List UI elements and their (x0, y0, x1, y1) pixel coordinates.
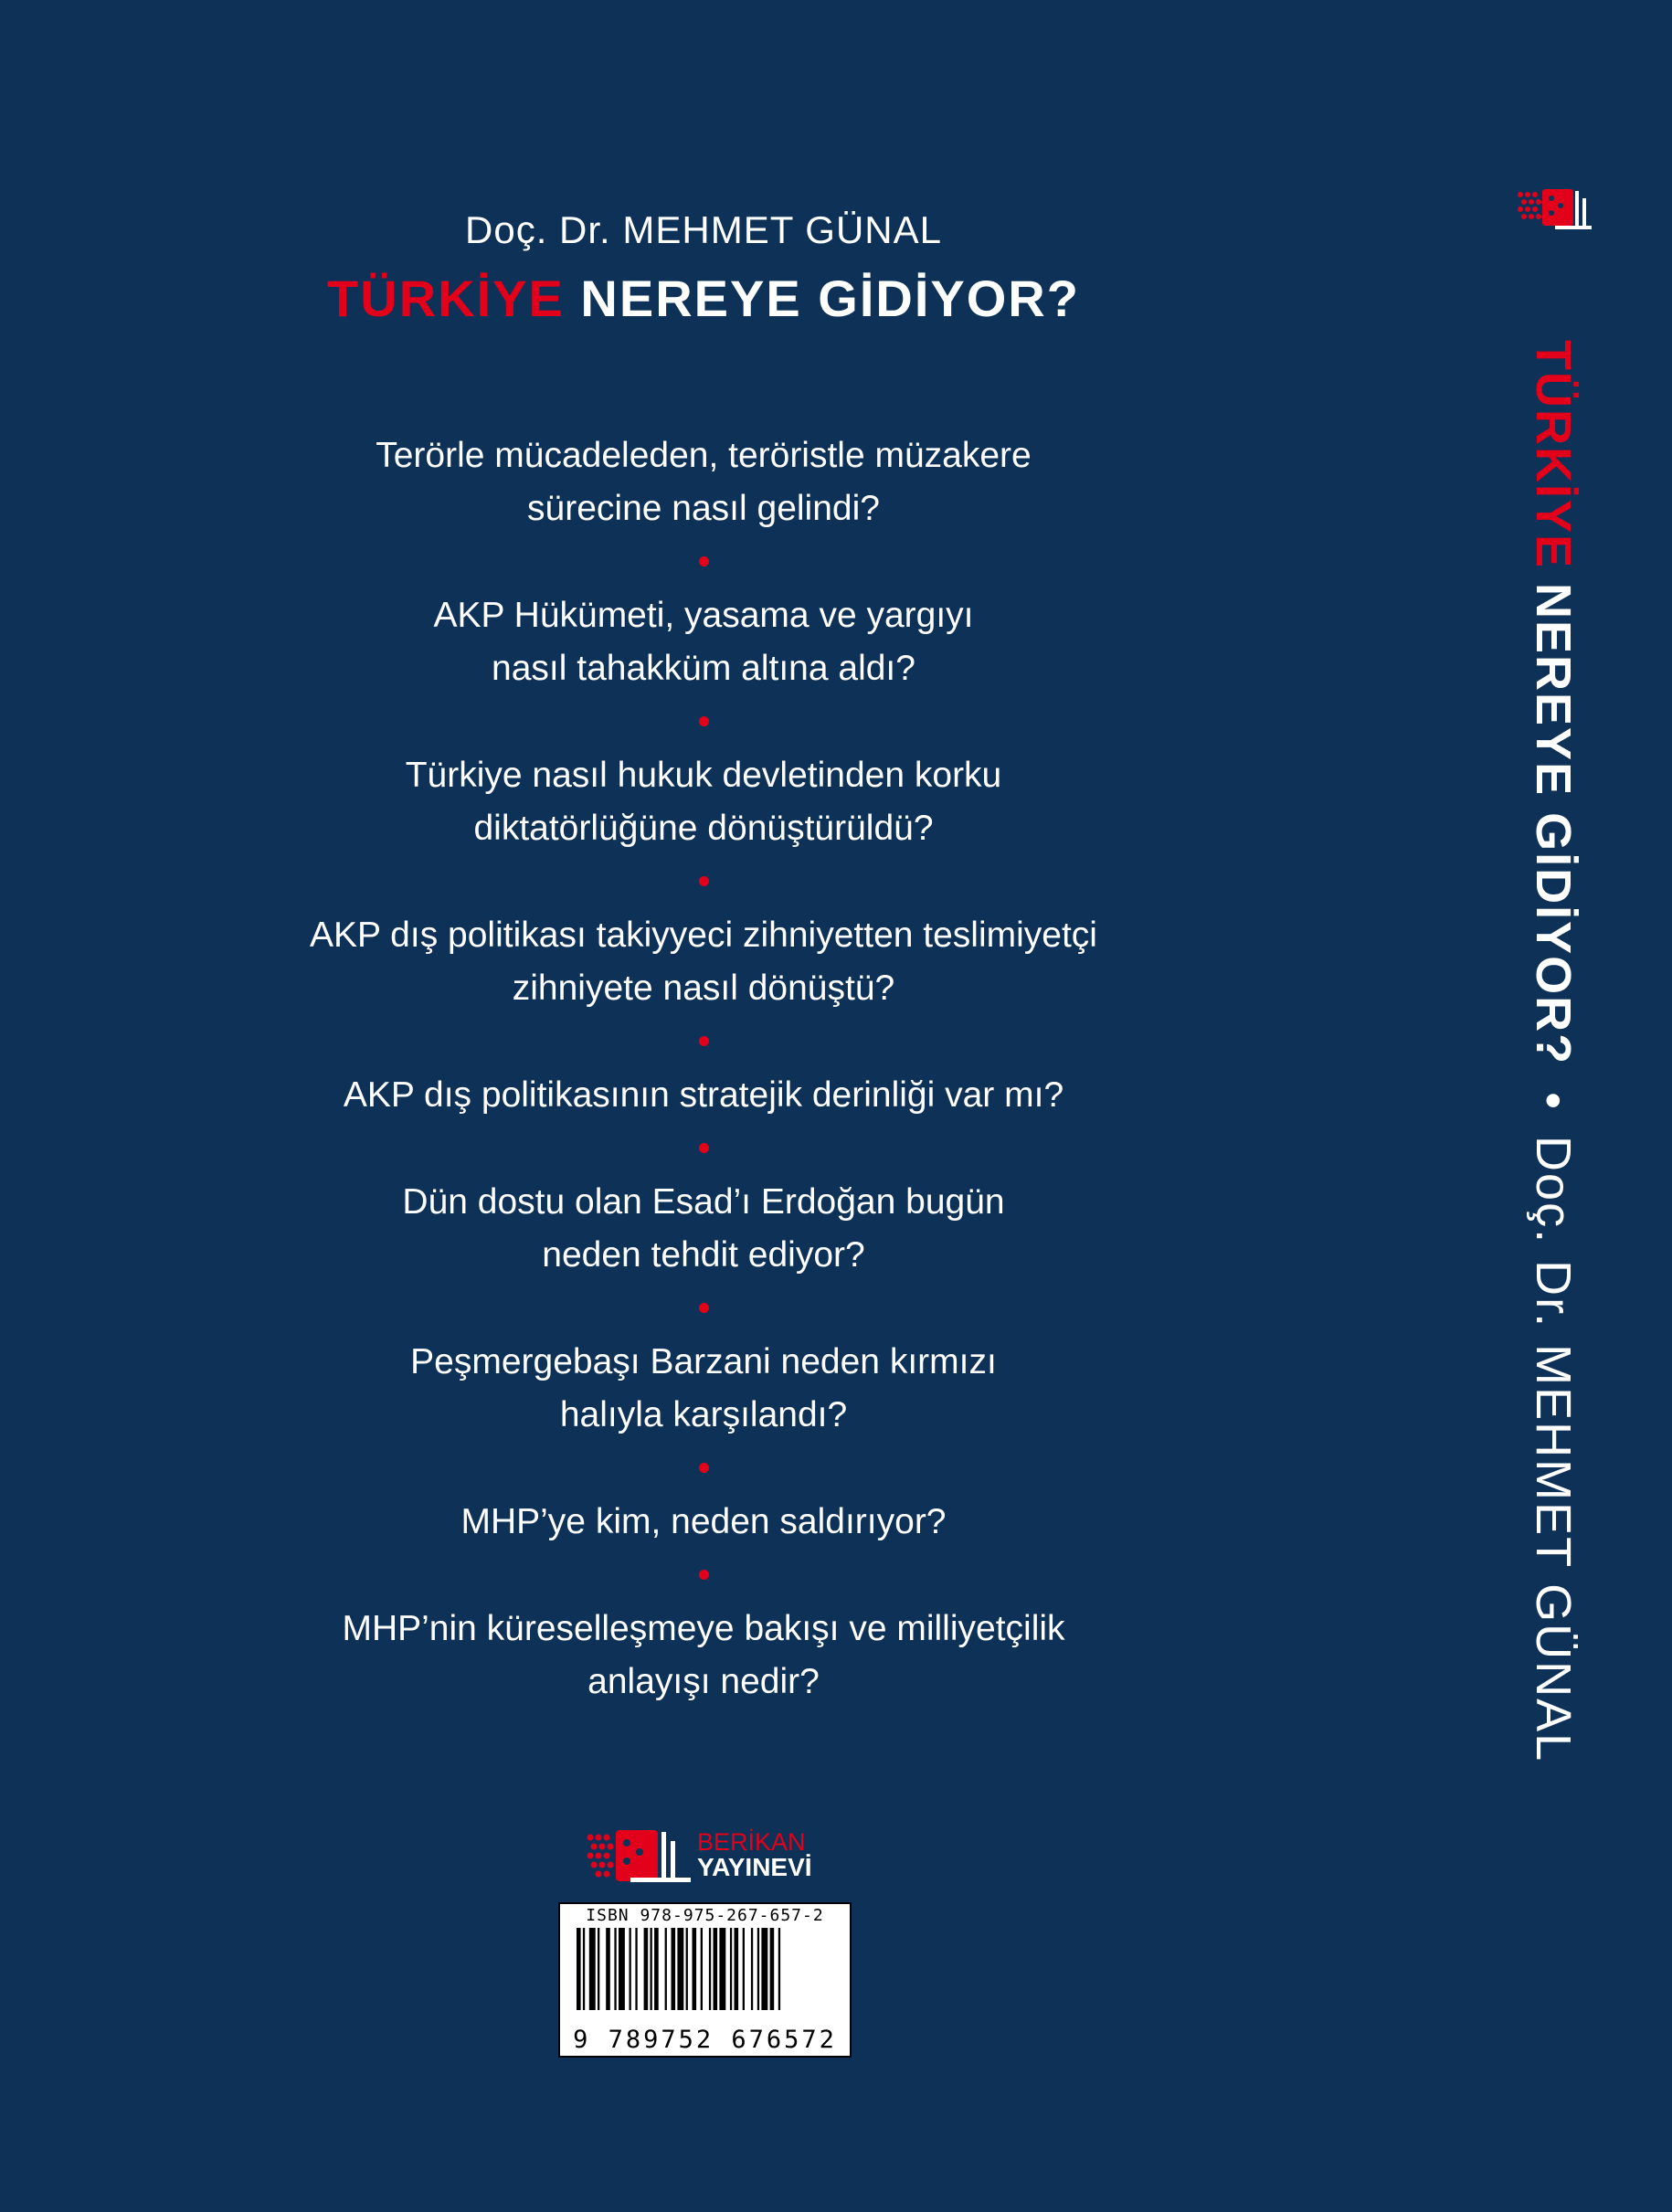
barcode-bar (651, 1928, 652, 2010)
question-item (274, 1069, 1133, 1122)
publisher-logo-icon (1515, 185, 1593, 233)
barcode-bar (693, 1928, 697, 2010)
barcode-bar (714, 1928, 718, 2010)
barcode-bar (770, 1928, 775, 2010)
barcode-bar (635, 1928, 637, 2010)
barcode-bar (686, 1928, 688, 2010)
question-item (274, 1496, 1133, 1549)
book-title-red: TÜRKİYE (327, 270, 565, 327)
question-item (274, 1176, 1133, 1282)
spine-title-white: NEREYE GİDİYOR? (1526, 583, 1581, 1066)
question-line: AKP dış politikası takiyyeci zihniyetten teslimiyetçi (310, 915, 1097, 955)
bullet-dot (699, 1143, 709, 1153)
barcode-bar (614, 1928, 616, 2010)
barcode-bar (778, 1928, 780, 2010)
question-line: Dün dostu olan Esad’ı Erdoğan bugün (402, 1182, 1005, 1222)
bullet-dot (699, 556, 709, 566)
question-item (274, 1336, 1133, 1442)
question-item (274, 749, 1133, 855)
barcode-bar (606, 1928, 610, 2010)
question-line: Peşmergebaşı Barzani neden kırmızı (410, 1342, 997, 1381)
bullet-dot (699, 1463, 709, 1473)
spine-author: Doç. Dr. MEHMET GÜNAL (1526, 1136, 1581, 1763)
barcode-bar (719, 1928, 725, 2010)
barcode-bar (757, 1928, 759, 2010)
publisher-name-line2: YAYINEVİ (697, 1853, 812, 1881)
barcode-bar (761, 1928, 767, 2010)
barcode-bar (598, 1928, 599, 2010)
question-line: sürecine nasıl gelindi? (527, 489, 880, 528)
barcode-bar (619, 1928, 625, 2010)
question-line: Terörle mücadeleden, teröristle müzakere (376, 436, 1032, 475)
barcode-bar (709, 1928, 711, 2010)
barcode-bar (701, 1928, 703, 2010)
question-line: nasıl tahakküm altına aldı? (492, 649, 915, 688)
question-item (274, 909, 1133, 1015)
author-name: Doç. Dr. MEHMET GÜNAL (465, 208, 942, 251)
question-line: halıyla karşılandı? (559, 1395, 848, 1434)
barcode-bar (577, 1928, 581, 2010)
spine-title-red: TÜRKİYE (1526, 340, 1581, 570)
barcode-bar (583, 1928, 585, 2010)
question-line: MHP’nin küreselleşmeye bakışı ve milliyetçilik (342, 1609, 1065, 1648)
question-line: zihniyete nasıl dönüştü? (512, 968, 895, 1008)
bullet-dot (699, 876, 709, 886)
barcode (558, 1902, 852, 2058)
question-list (274, 429, 1133, 1709)
bullet-dot (699, 1570, 709, 1580)
barcode-bar (589, 1928, 596, 2010)
barcode-bar (751, 1928, 753, 2010)
barcode-bar (630, 1928, 631, 2010)
barcode-bars (577, 1928, 836, 2010)
barcode-bar (654, 1928, 659, 2010)
book-title (274, 269, 1133, 328)
isbn-label: ISBN 978-975-267-657-2 (586, 1906, 824, 1925)
question-line: AKP dış politikasının stratejik derinliği var mı? (343, 1075, 1064, 1115)
question-line: diktatörlüğüne dönüştürüldü? (473, 809, 934, 848)
barcode-bar (644, 1928, 649, 2010)
question-line: MHP’ye kim, neden saldırıyor? (460, 1502, 947, 1541)
question-item (274, 1603, 1133, 1709)
publisher-name (697, 1829, 812, 1880)
spine-separator: • (1526, 1092, 1581, 1110)
barcode-bar (665, 1928, 667, 2010)
question-item (274, 589, 1133, 695)
barcode-bar (735, 1928, 739, 2010)
question-item (274, 429, 1133, 535)
question-line: anlayışı nedir? (587, 1662, 820, 1701)
book-title-white: NEREYE GİDİYOR? (580, 270, 1080, 327)
barcode-bar (677, 1928, 683, 2010)
barcode-number: 9 789752 676572 (573, 2026, 837, 2054)
spine-text (1524, 340, 1582, 1762)
barcode-bar (730, 1928, 732, 2010)
question-line: Türkiye nasıl hukuk devletinden korku (405, 756, 1002, 795)
barcode-bar (743, 1928, 745, 2010)
bullet-dot (699, 1036, 709, 1046)
bullet-dot (699, 716, 709, 726)
question-line: AKP Hükümeti, yasama ve yargıyı (433, 596, 974, 635)
barcode-bar (672, 1928, 676, 2010)
bullet-dot (699, 1303, 709, 1313)
publisher-name-line1: BERİKAN (697, 1828, 806, 1856)
question-line: neden tehdit ediyor? (542, 1235, 865, 1275)
